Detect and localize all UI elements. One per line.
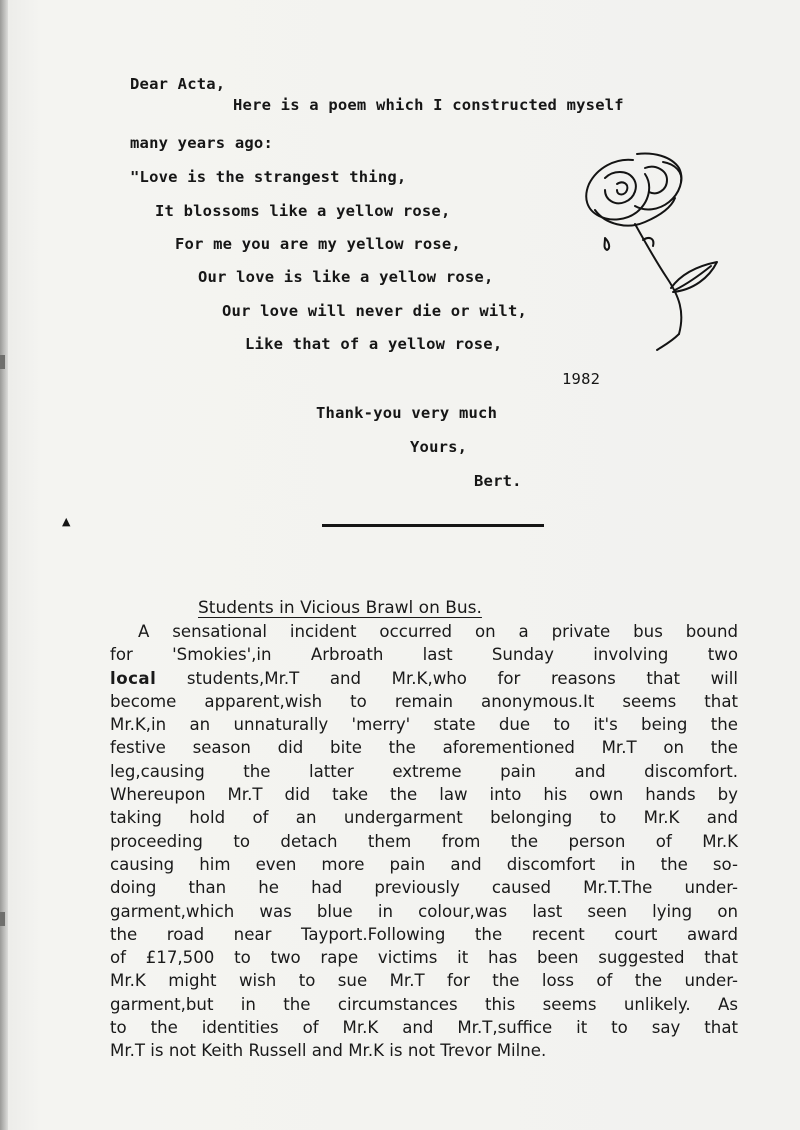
poem-year: 1982 [562, 370, 601, 388]
article-line: A sensational incident occurred on a private bus bound [138, 622, 738, 641]
article-line: festive season did bite the aforementioned Mr.T on the [110, 738, 738, 758]
article-line: garment,but in the circumstances this seems unlikely. As [110, 994, 738, 1014]
article-title: Students in Vicious Brawl on Bus. [198, 598, 482, 618]
article-line: Mr.K might wish to sue Mr.T for the loss of the under- [110, 971, 738, 991]
poem-line: Our love is like a yellow rose, [198, 268, 494, 286]
article-line: for 'Smokies',in Arbroath last Sunday involving two [110, 645, 738, 665]
stamped-word: local [110, 668, 157, 688]
article-line: leg,causing the latter extreme pain and discomfort. [110, 761, 738, 781]
article-line: Whereupon Mr.T did take the law into his own hands by [110, 785, 738, 805]
margin-mark: ▲ [62, 515, 71, 528]
article-line [110, 667, 738, 690]
rose-drawing-icon [575, 150, 735, 360]
article-line: of £17,500 to two rape victims it has been suggested that [110, 948, 738, 968]
article-body [110, 620, 738, 1063]
staple-mark [0, 912, 5, 926]
letter-intro-line: Here is a poem which I constructed myself [233, 96, 624, 114]
letter-salutation: Dear Acta, [130, 75, 226, 93]
letter-intro-line: many years ago: [130, 134, 273, 152]
article-line: causing him even more pain and discomfort in the so- [110, 854, 738, 874]
article-line-text: students,Mr.T and Mr.K,who for reasons that will [186, 668, 738, 688]
poem-line: Our love will never die or wilt, [222, 302, 528, 320]
poem-line: "Love is the strangest thing, [130, 168, 407, 186]
letter-closing: Yours, [410, 438, 468, 456]
article-line: taking hold of an undergarment belonging to Mr.K and [110, 808, 738, 828]
article-line: the road near Tayport.Following the recent court award [110, 924, 738, 944]
article-line: proceeding to detach them from the person of Mr.K [110, 831, 738, 851]
article-line: Mr.T is not Keith Russell and Mr.K is not Trevor Milne. [110, 1041, 547, 1061]
letter-thanks: Thank-you very much [316, 404, 498, 422]
poem-line: It blossoms like a yellow rose, [155, 202, 451, 220]
page-fold-shadow [0, 0, 8, 1130]
article-line: become apparent,wish to remain anonymous.It seems that [110, 691, 738, 711]
letter-signature: Bert. [474, 472, 522, 490]
article-line: garment,which was blue in colour,was last seen lying on [110, 901, 738, 921]
poem-line: Like that of a yellow rose, [245, 335, 503, 353]
staple-mark [0, 355, 5, 369]
poem-line: For me you are my yellow rose, [175, 235, 461, 253]
article-line: doing than he had previously caused Mr.T.The under- [110, 878, 738, 898]
divider-rule [322, 524, 544, 527]
article-line: to the identities of Mr.K and Mr.T,suffice it to say that [110, 1018, 738, 1038]
article-line: Mr.K,in an unnaturally 'merry' state due to it's being the [110, 715, 738, 735]
